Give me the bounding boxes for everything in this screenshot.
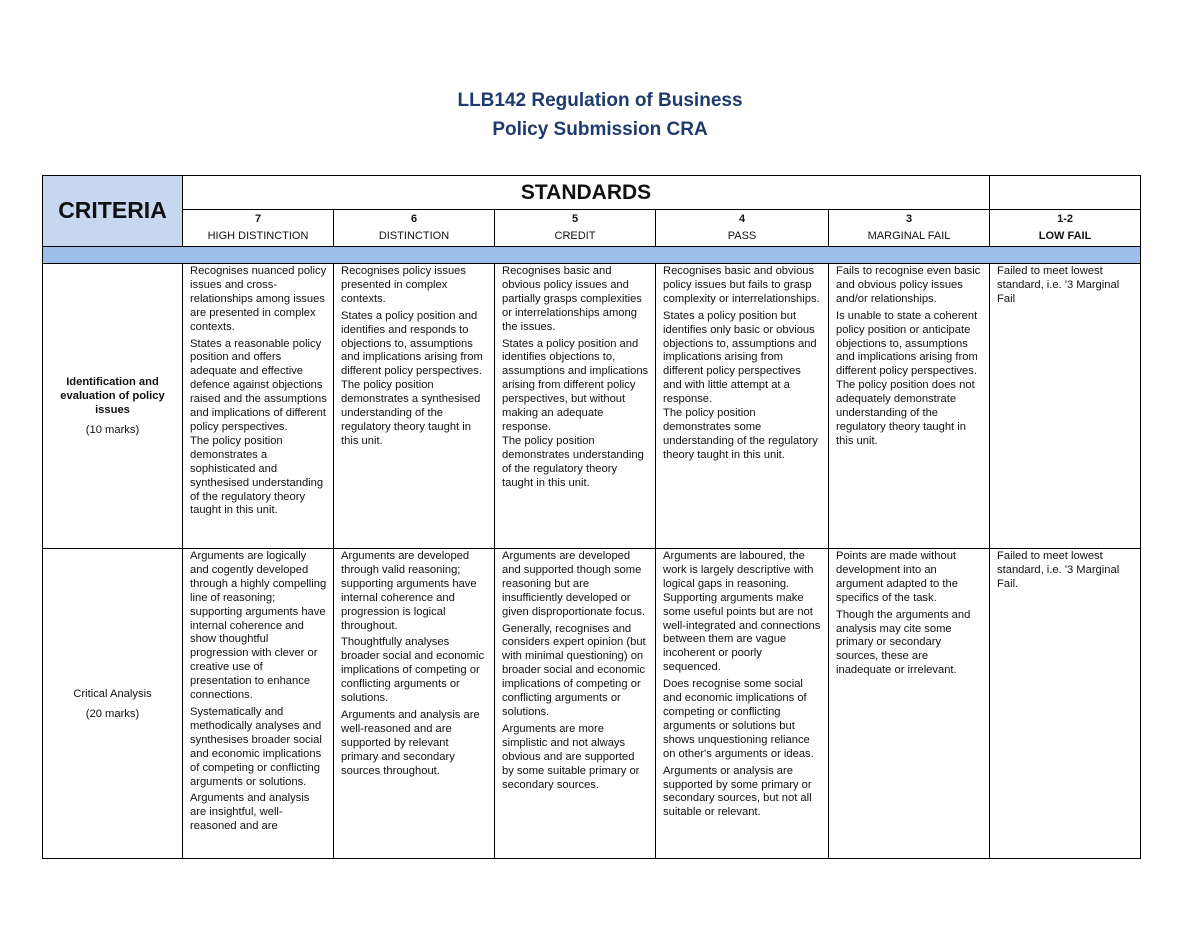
description-paragraph: Arguments are logically and cogently developed through a highly compelling line of reasoning; supporting arguments have internal coherence and show thoughtful progression with clever or creative use of presentation to enhance connections. — [190, 550, 327, 702]
standard-description-cell — [656, 549, 829, 859]
section-divider-bar — [43, 247, 1141, 264]
description-paragraph: Failed to meet lowest standard, i.e. '3 Marginal Fail — [997, 265, 1120, 305]
description-paragraph: States a policy position but identifies only basic or obvious objections to, assumptions and implications arising from different policy perspectives and with little attempt at a response. The policy position demonstrates some understanding of the regulatory theory taught in this unit. — [663, 309, 818, 461]
description-paragraph: Systematically and methodically analyses and synthesises broader social and economic implications of competing or conflicting arguments or solutions. — [190, 705, 322, 788]
description-paragraph: Arguments or analysis are supported by some primary or secondary sources, but not all suitable or relevant. — [663, 764, 812, 819]
description-paragraph: States a reasonable policy position and offers adequate and effective defence against objections raised and the assumptions and implications of different policy perspectives. The policy position demonstrates a sophisticated and synthesised understanding of the regulatory theory taught in this unit. — [190, 337, 327, 517]
section-divider-row — [43, 247, 1141, 264]
description-paragraph: Fails to recognise even basic and obvious policy issues and/or relationships. — [836, 265, 981, 305]
standard-name: HIGH DISTINCTION — [207, 230, 309, 242]
standard-description-cell — [990, 549, 1141, 859]
standard-description-cell — [990, 264, 1141, 549]
description-paragraph: Thoughtfully analyses broader social and economic implications of competing or conflicting arguments or solutions. — [341, 636, 485, 705]
description-paragraph: States a policy position and identifies and responds to objections to, assumptions and implications arising from different policy perspectives. The policy position demonstrates a synthesised understanding of the regulatory theory taught in this unit. — [341, 309, 483, 447]
standard-description-cell — [656, 264, 829, 549]
standard-name: PASS — [727, 230, 757, 242]
standard-description-cell — [334, 264, 495, 549]
document-subtitle: Policy Submission CRA — [492, 119, 708, 140]
description-paragraph: Though the arguments and analysis may cite some primary or secondary sources, these are inadequate or irrelevant. — [836, 608, 971, 677]
standard-cell — [656, 210, 829, 247]
description-paragraph: States a policy position and identifies objections to, assumptions and implications arising from different policy perspectives, but without making an adequate response. The policy position demonstrates understanding of the regulatory theory taught in this unit. — [502, 337, 649, 489]
document-title: LLB142 Regulation of Business — [457, 90, 743, 111]
criterion-marks: (20 marks) — [85, 707, 140, 720]
standard-name: LOW FAIL — [1038, 230, 1092, 242]
description-paragraph: Does recognise some social and economic implications of competing or conflicting arguments or solutions but shows unquestioning reliance on other's arguments or ideas. — [663, 678, 814, 760]
description-paragraph: Arguments are more simplistic and not always obvious and are supported by some suitable primary or secondary sources. — [502, 722, 640, 791]
standard-description-cell — [829, 264, 990, 549]
description-paragraph: Generally, recognises and considers expert opinion (but with minimal questioning) on broader social and economic implications of competing or conflicting arguments or solutions. — [502, 622, 646, 718]
criteria-header: CRITERIA — [43, 176, 183, 247]
header-empty-cell — [990, 176, 1141, 210]
standards-header: STANDARDS — [183, 176, 990, 210]
description-paragraph: Failed to meet lowest standard, i.e. '3 Marginal Fail. — [997, 550, 1120, 590]
description-paragraph: Recognises basic and obvious policy issues but fails to grasp complexity or interrelationships. — [663, 265, 820, 305]
description-paragraph: Arguments and analysis are insightful, well-reasoned and are — [190, 792, 310, 833]
criterion-name: Critical Analysis — [73, 687, 152, 700]
standard-grade: 6 — [410, 213, 418, 225]
standard-name: CREDIT — [554, 230, 596, 242]
description-paragraph: Recognises nuanced policy issues and cross-relationships among issues are presented in complex contexts. — [190, 265, 327, 333]
standard-grade: 4 — [738, 213, 746, 225]
description-paragraph: Recognises policy issues presented in complex contexts. — [341, 265, 466, 305]
standard-grade: 3 — [905, 213, 913, 225]
description-paragraph: Arguments are developed through valid reasoning; supporting arguments have internal coherence and progression is logical throughout. — [341, 550, 477, 632]
standard-cell — [829, 210, 990, 247]
rubric-table — [42, 175, 1141, 859]
description-paragraph: Arguments are developed and supported though some reasoning but are insufficiently developed or given disproportionate focus. — [502, 550, 646, 618]
description-paragraph: Recognises basic and obvious policy issues and partially grasps complexities or interrelationships among the issues. — [502, 265, 642, 333]
criterion-row — [43, 264, 1141, 549]
description-paragraph: Arguments are laboured, the work is largely descriptive with logical gaps in reasoning. Supporting arguments make some useful points but are not well-integrated and connections between them are vague incoherent or poorly sequenced. — [663, 550, 821, 674]
criterion-row — [43, 549, 1141, 859]
standard-name: MARGINAL FAIL — [867, 230, 951, 242]
standard-description-cell — [183, 264, 334, 549]
standard-description-cell — [829, 549, 990, 859]
standard-name: DISTINCTION — [378, 230, 450, 242]
standard-cell — [183, 210, 334, 247]
standard-grade: 1-2 — [1057, 213, 1073, 225]
standard-cell — [334, 210, 495, 247]
criterion-name: Identification and evaluation of policy issues — [60, 376, 165, 416]
description-paragraph: Points are made without development into an argument adapted to the specifics of the task. — [836, 550, 958, 604]
header-row — [43, 176, 1141, 210]
standard-cell — [990, 210, 1141, 247]
criterion-cell — [43, 549, 183, 859]
standard-cell — [495, 210, 656, 247]
criterion-marks: (10 marks) — [85, 424, 140, 436]
standard-grade: 7 — [254, 213, 262, 225]
standard-description-cell — [495, 264, 656, 549]
description-paragraph: Is unable to state a coherent policy position or anticipate objections to, assumptions and implications arising from different policy perspectives. The policy position does not adequately demonstrate understanding of the regulatory theory taught in this unit. — [836, 309, 978, 447]
standard-description-cell — [183, 549, 334, 859]
standard-description-cell — [495, 549, 656, 859]
description-paragraph: Arguments and analysis are well-reasoned and are supported by relevant primary and secondary sources throughout. — [341, 708, 480, 777]
standards-row — [43, 210, 1141, 247]
criterion-cell — [43, 264, 183, 549]
standard-grade: 5 — [571, 213, 579, 225]
standard-description-cell — [334, 549, 495, 859]
